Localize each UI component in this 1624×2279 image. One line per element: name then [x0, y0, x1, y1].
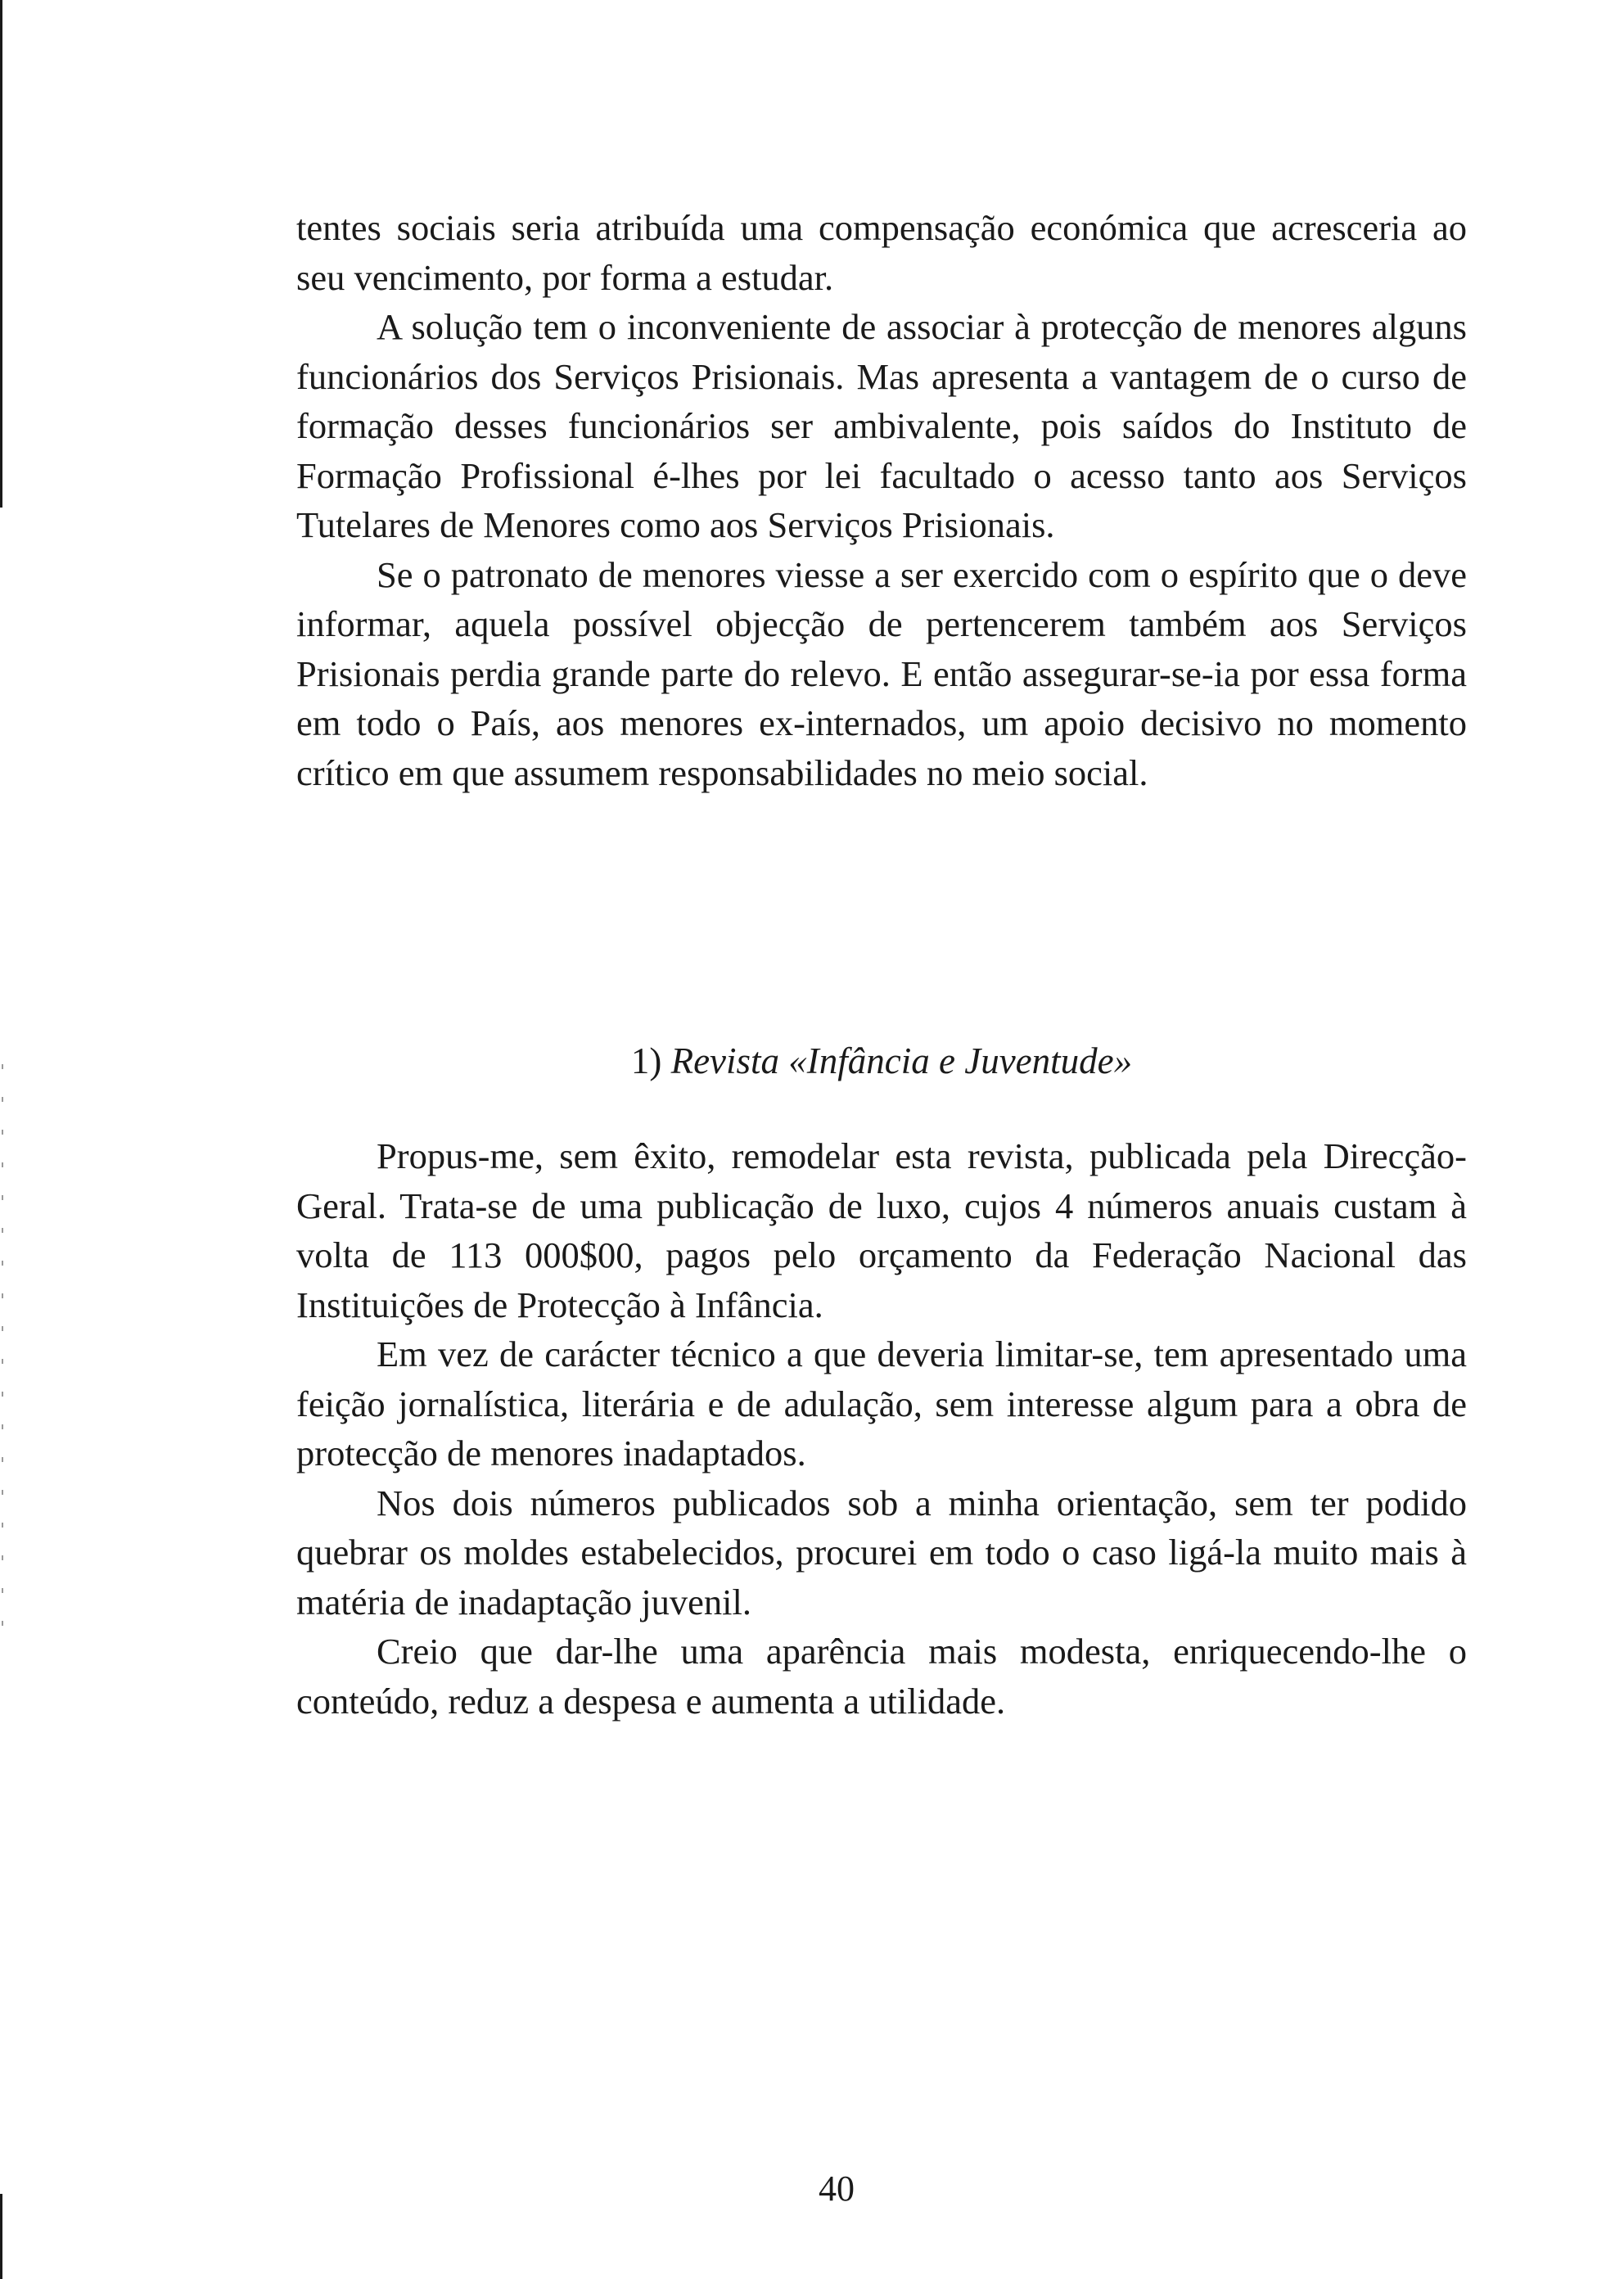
scan-edge-shadow [0, 0, 2, 508]
section-marker: 1) [630, 1040, 662, 1081]
paragraph-continuation: tentes sociais seria atribuída uma compensação económica que acresceria ao seu vencimento, por forma a estudar. [296, 207, 1467, 298]
paragraph: Creio que dar-lhe uma aparência mais modesta, enriquecendo-lhe o conteúdo, reduz a despesa e aumenta a utilidade. [296, 1631, 1467, 1722]
paragraph: Em vez de carácter técnico a que deveria limitar-se, tem apresentado uma feição jornalística, literária e de adulação, sem interesse algum para a obra de protecção de menores inadaptados. [296, 1334, 1467, 1473]
paragraph: Se o patronato de menores viesse a ser exercido com o espírito que o deve informar, aquela possível objecção de pertencerem também aos Serviços Prisionais perdia grande parte do relevo. E então assegurar-se-ia por essa forma em todo o País, aos menores ex-internados, um apoio decisivo no momento crítico em que assumem responsabilidades no meio social. [296, 553, 1467, 793]
section-title: Revista «Infância e Juventude» [670, 1040, 1133, 1081]
body-text-bottom [296, 1131, 1467, 1726]
paragraph: Nos dois números publicados sob a minha orientação, sem ter podido quebrar os moldes estabelecidos, procurei em todo o caso ligá-la muito mais à matéria de inadaptação juvenil. [296, 1482, 1467, 1622]
scan-edge-shadow-bottom [0, 2194, 2, 2279]
scan-edge-marks [2, 1064, 3, 1637]
paragraph: Propus-me, sem êxito, remodelar esta revista, publicada pela Direcção-Geral. Trata-se de uma publicação de luxo, cujos 4 números anuais custam à volta de 113 000$00, pagos pelo orçamento da Federação Nacional das Instituições de Protecção à Infância. [296, 1135, 1467, 1325]
section-heading [296, 1036, 1467, 1085]
paragraph: A solução tem o inconveniente de associar à protecção de menores alguns funcionários dos Serviços Prisionais. Mas apresenta a vantagem de o curso de formação desses funcionários ser ambivalente, pois saídos do Instituto de Formação Profissional é-lhes por lei facultado o acesso tanto aos Serviços Tutelares de Menores como aos Serviços Prisionais. [296, 306, 1467, 545]
page-number: 40 [819, 2168, 855, 2209]
body-text-top [296, 203, 1467, 797]
